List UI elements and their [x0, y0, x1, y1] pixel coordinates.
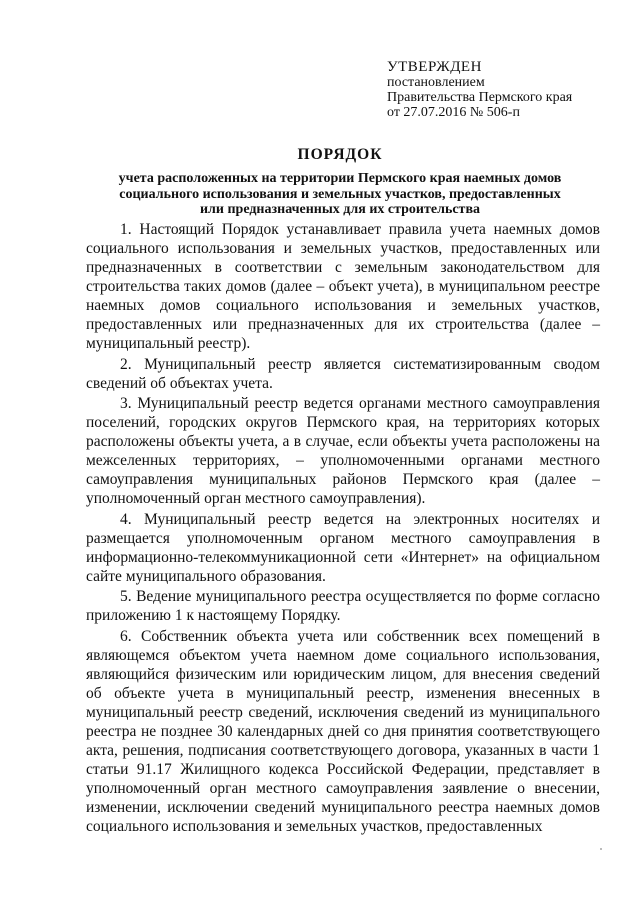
document-heading: [90, 146, 590, 218]
paragraph-5: 5. Ведение муниципального реестра осуществляется по форме согласно приложению 1 к настоящему Порядку.: [86, 588, 600, 624]
paragraph-2: 2. Муниципальный реестр является систематизированным сводом сведений об объектах учета.: [86, 355, 600, 392]
paragraph-3: 3. Муниципальный реестр ведется органами местного самоуправления поселений, городских округов Пермского края, на территориях которых расположены объекты учета, а в случае, если объекты учета расположены на межселенных территориях, – уполномоченными органами местного самоуправления муниципальных районов Пермского края (далее – уполномоченный орган местного самоуправления).: [86, 395, 600, 507]
approval-block: [387, 60, 572, 120]
paragraph-1: 1. Настоящий Порядок устанавливает правила учета наемных домов социального использования и земельных участков, предоставленных или предназначенных в соответствии с земельным законодательством для строительства таких домов (далее – объект учета), в муниципальном реестре наемных домов социального использования и земельных участков, предоставленных или предназначенных для их строительства (далее – муниципальный реестр).: [86, 221, 600, 352]
document-title: ПОРЯДОК: [297, 146, 383, 163]
approval-line-1: постановлением: [387, 75, 485, 90]
approval-title: УТВЕРЖДЕН: [387, 59, 482, 75]
document-subtitle-line-2: социального использования и земельных участков, предоставленных: [119, 186, 561, 202]
document-subtitle-line-3: или предназначенных для их строительства: [199, 202, 480, 217]
document-body: [86, 220, 600, 837]
document-subtitle-line-1: учета расположенных на территории Пермского края наемных домов: [118, 171, 562, 186]
paragraph-6: 6. Собственник объекта учета или собственник всех помещений в являющемся объектом учета наемном доме социального использования, являющийся физическим или юридическим лицом, для внесения сведений об объекте учета в муниципальный реестр, изменения внесенных в муниципальный реестр сведений, исключения сведений из муниципального реестра не позднее 30 календарных дней со дня принятия соответствующего акта, решения, подписания соответствующего договора, указанных в части 1 статьи 91.17 Жилищного кодекса Российской Федерации, представляет в уполномоченный орган местного самоуправления заявление о внесении, изменении, исключении сведений муниципального реестра наемных домов социального использования и земельных участков, предоставленных: [86, 627, 600, 835]
approval-line-2: Правительства Пермского края: [387, 90, 573, 105]
paragraph-4: 4. Муниципальный реестр ведется на электронных носителях и размещается уполномоченным органом местного самоуправления в информационно-телекоммуникационной сети «Интернет» на официальном сайте муниципального образования.: [86, 510, 600, 585]
scan-speck: [600, 848, 602, 850]
approval-line-3: от 27.07.2016 № 506-п: [387, 105, 520, 120]
